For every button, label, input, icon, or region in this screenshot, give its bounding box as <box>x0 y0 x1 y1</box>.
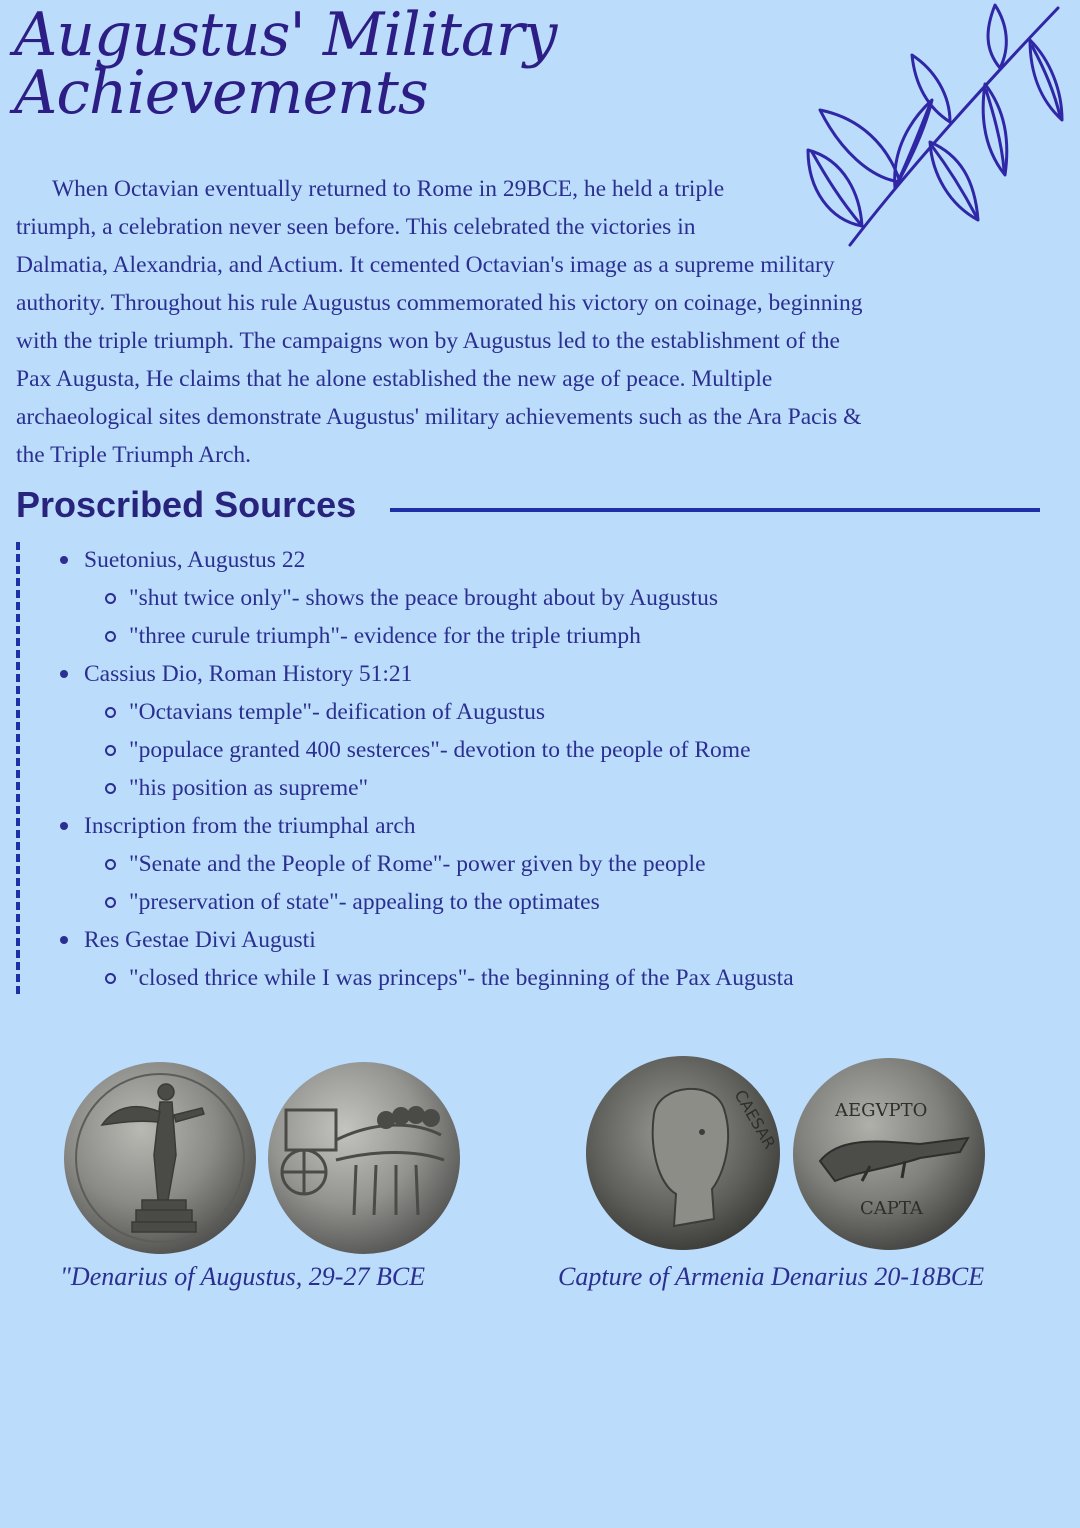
circle-bullet-icon <box>105 631 116 642</box>
source-item <box>60 541 794 579</box>
sources-list <box>60 541 794 997</box>
source-item <box>60 655 794 693</box>
intro-line: When Octavian eventually returned to Rome in 29BCE, he held a triple <box>52 176 725 202</box>
intro-paragraph <box>16 170 1016 474</box>
source-title: Cassius Dio, Roman History 51:21 <box>84 661 413 687</box>
coin-victory-image <box>62 1060 258 1256</box>
source-point <box>60 693 794 731</box>
title-line-1: Augustus' Military <box>14 0 557 70</box>
coin-crocodile-image <box>790 1056 988 1252</box>
source-point-text: "closed thrice while I was princeps"- the beginning of the Pax Augusta <box>129 965 794 991</box>
source-point <box>60 845 794 883</box>
source-point-text: "preservation of state"- appealing to the optimates <box>129 889 600 915</box>
bullet-icon <box>60 556 68 564</box>
source-point <box>60 769 794 807</box>
source-point-text: "three curule triumph"- evidence for the triple triumph <box>129 623 641 649</box>
source-point <box>60 883 794 921</box>
title-line-2: Achievements <box>14 58 428 128</box>
bullet-icon <box>60 670 68 678</box>
coin-top-legend: AEGVPTO <box>835 1100 928 1121</box>
intro-line: archaeological sites demonstrate Augustus' military achievements such as the Ara Pacis & <box>16 404 862 430</box>
source-title: Res Gestae Divi Augusti <box>84 927 316 953</box>
intro-line: Pax Augusta, He claims that he alone established the new age of peace. Multiple <box>16 366 773 392</box>
dashed-margin-rule <box>16 542 20 994</box>
intro-line: Dalmatia, Alexandria, and Actium. It cemented Octavian's image as a supreme military <box>16 252 835 278</box>
circle-bullet-icon <box>105 973 116 984</box>
coin-augustus-portrait-image <box>584 1054 782 1252</box>
source-item <box>60 921 794 959</box>
intro-line: with the triple triumph. The campaigns won by Augustus led to the establishment of the <box>16 328 840 354</box>
coin-legend: CAESAR <box>730 1086 780 1153</box>
page-title <box>14 0 557 128</box>
source-point-text: "shut twice only"- shows the peace brought about by Augustus <box>129 585 718 611</box>
circle-bullet-icon <box>105 593 116 604</box>
section-divider <box>390 508 1040 512</box>
source-title: Inscription from the triumphal arch <box>84 813 416 839</box>
source-point-text: "Senate and the People of Rome"- power given by the people <box>129 851 706 877</box>
circle-bullet-icon <box>105 745 116 756</box>
coin-quadriga-image <box>266 1060 462 1256</box>
source-point <box>60 959 794 997</box>
circle-bullet-icon <box>105 707 116 718</box>
source-point-text: "his position as supreme" <box>129 775 369 801</box>
circle-bullet-icon <box>105 783 116 794</box>
source-point <box>60 579 794 617</box>
right-coins-caption: Capture of Armenia Denarius 20-18BCE <box>558 1262 985 1291</box>
intro-line: the Triple Triumph Arch. <box>16 442 252 468</box>
source-point-text: "Octavians temple"- deification of Augustus <box>129 699 545 725</box>
source-item <box>60 807 794 845</box>
left-coins-caption: "Denarius of Augustus, 29-27 BCE <box>60 1262 426 1291</box>
intro-line: triumph, a celebration never seen before. This celebrated the victories in <box>16 214 696 240</box>
bullet-icon <box>60 822 68 830</box>
circle-bullet-icon <box>105 897 116 908</box>
source-title: Suetonius, Augustus 22 <box>84 547 306 573</box>
intro-line: authority. Throughout his rule Augustus commemorated his victory on coinage, beginning <box>16 290 863 316</box>
source-point <box>60 617 794 655</box>
coin-bottom-legend: CAPTA <box>860 1198 923 1219</box>
bullet-icon <box>60 936 68 944</box>
source-point-text: "populace granted 400 sesterces"- devotion to the people of Rome <box>129 737 751 763</box>
section-heading: Proscribed Sources <box>16 484 357 525</box>
source-point <box>60 731 794 769</box>
circle-bullet-icon <box>105 859 116 870</box>
